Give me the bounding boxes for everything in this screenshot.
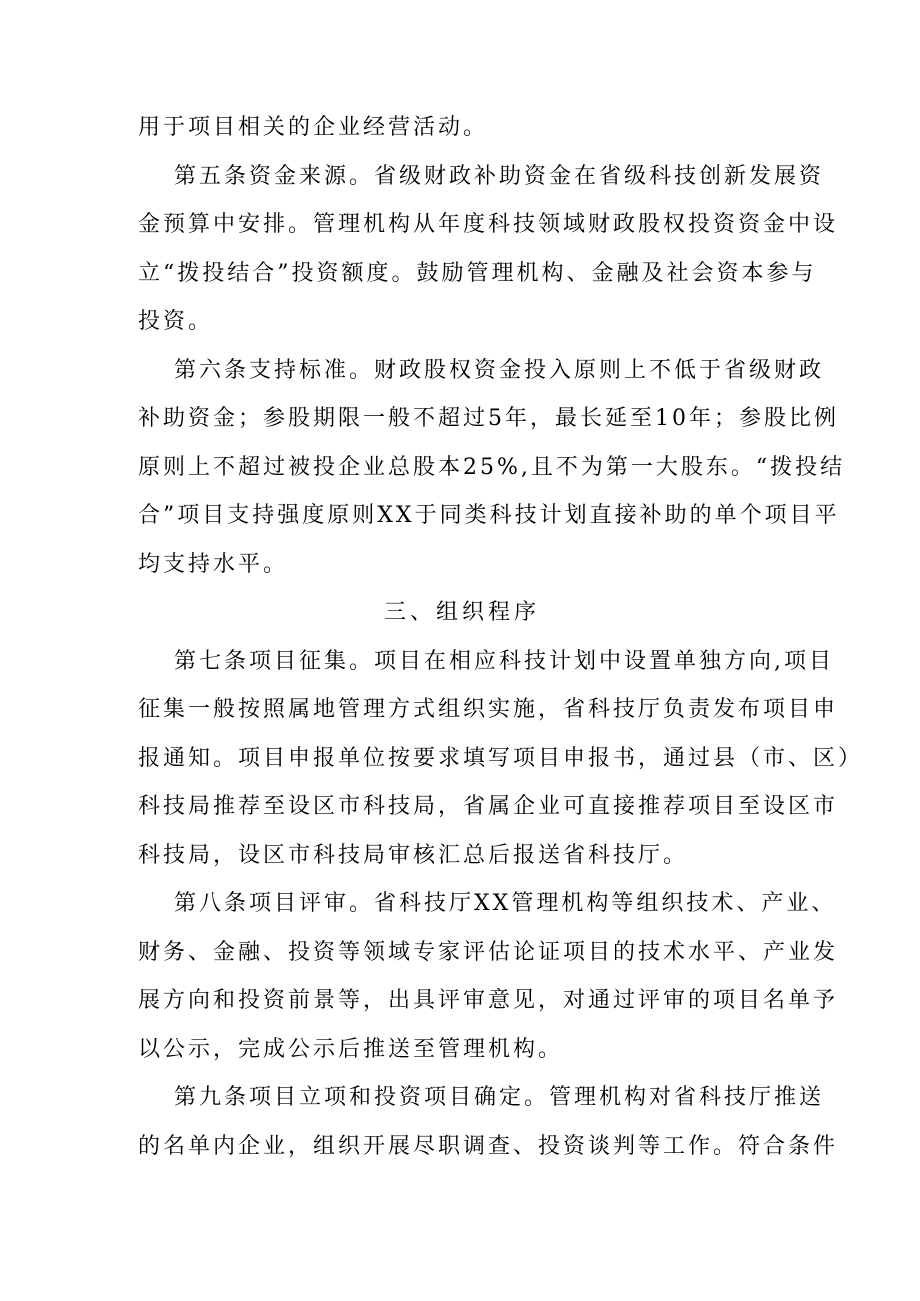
text-line: 用于项目相关的企业经营活动。 [138, 115, 489, 140]
paragraph-article-6-start: 第六条支持标准。财政股权资金投入原则上不低于省级财政 [174, 357, 825, 383]
paragraph-article-5-start: 第五条资金来源。省级财政补助资金在省级科技创新发展资 [174, 163, 825, 189]
text-line: 的名单内企业，组织开展尽职调查、投资谈判等工作。符合条件 [138, 1133, 839, 1159]
text-line: 原则上不超过被投企业总股本25%,且不为第一大股东。“拨投结 [138, 454, 846, 480]
text-line: 科技局，设区市科技局审核汇总后报送省科技厅。 [138, 842, 689, 868]
text-line: 报通知。项目申报单位按要求填写项目申报书，通过县（市、区） [138, 745, 864, 771]
section-heading: 三、组织程序 [383, 600, 540, 625]
paragraph-article-9-start: 第九条项目立项和投资项目确定。管理机构对省科技厅推送 [174, 1085, 825, 1110]
text-line: 征集一般按照属地管理方式组织实施，省科技厅负责发布项目申 [138, 697, 839, 722]
text-line: 合”项目支持强度原则XX于同类科技计划直接补助的单个项目平 [138, 503, 840, 528]
document-body [138, 104, 864, 1171]
text-line: 展方向和投资前景等，出具评审意见，对通过评审的项目名单予 [138, 988, 839, 1013]
paragraph-article-7-start: 第七条项目征集。项目在相应科技计划中设置单独方向,项目 [174, 648, 834, 674]
text-line: 金预算中安排。管理机构从年度科技领域财政股权投资资金中设 [138, 212, 839, 237]
text-line: 立“拨投结合”投资额度。鼓励管理机构、金融及社会资本参与 [138, 260, 817, 286]
text-line: 以公示，完成公示后推送至管理机构。 [138, 1036, 564, 1062]
text-line: 补助资金；参股期限一般不超过5年，最长延至10年；参股比例 [138, 406, 839, 431]
text-line: 科技局推荐至设区市科技局，省属企业可直接推荐项目至设区市 [138, 794, 839, 819]
text-line: 投资。 [138, 309, 214, 334]
text-line: 财务、金融、投资等领域专家评估论证项目的技术水平、产业发 [138, 939, 839, 965]
paragraph-article-8-start: 第八条项目评审。省科技厅XX管理机构等组织技术、产业、 [174, 891, 837, 916]
text-line: 均支持水平。 [138, 551, 289, 577]
